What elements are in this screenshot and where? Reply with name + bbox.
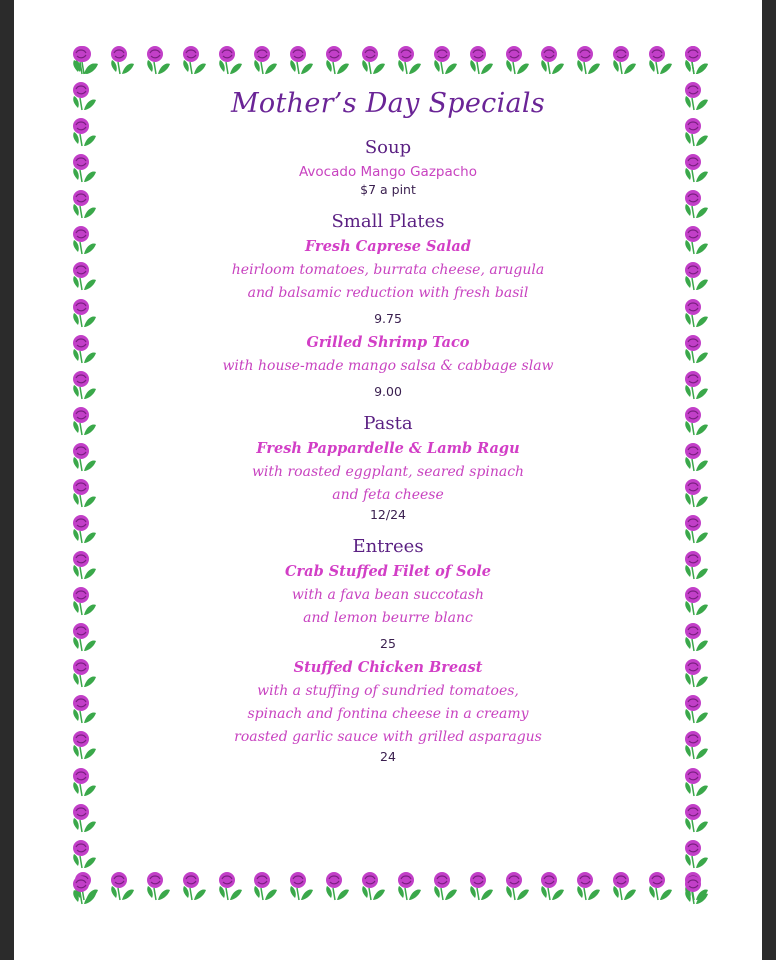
rose-icon <box>285 870 315 902</box>
dish <box>114 440 662 522</box>
section-heading: Entrees <box>352 536 424 557</box>
rose-icon <box>536 44 566 76</box>
dish-price: 24 <box>380 749 396 764</box>
rose-icon <box>68 80 98 112</box>
dish <box>114 563 662 651</box>
section-heading: Small Plates <box>331 211 445 232</box>
rose-icon <box>68 188 98 220</box>
rose-icon <box>393 44 423 76</box>
menu-content <box>114 84 662 764</box>
rose-icon <box>357 44 387 76</box>
soup-price: $7 a pint <box>360 182 416 197</box>
rose-icon <box>680 657 710 689</box>
rose-icon <box>68 369 98 401</box>
dish-description: with a fava bean succotash <box>291 587 485 603</box>
rose-icon <box>68 297 98 329</box>
rose-icon <box>249 870 279 902</box>
rose-icon <box>680 477 710 509</box>
rose-icon <box>68 441 98 473</box>
rose-icon <box>214 44 244 76</box>
rose-icon <box>106 870 136 902</box>
dish-description: and lemon beurre blanc <box>303 610 473 626</box>
section-entrees <box>114 536 662 764</box>
section-pasta <box>114 413 662 522</box>
rose-icon <box>644 44 674 76</box>
menu-page <box>14 0 762 960</box>
rose-icon <box>68 729 98 761</box>
rose-icon <box>680 333 710 365</box>
soup-item: Avocado Mango Gazpacho <box>298 164 477 180</box>
rose-border-right <box>680 44 720 906</box>
rose-border-top <box>70 44 710 80</box>
rose-icon <box>68 766 98 798</box>
rose-icon <box>680 585 710 617</box>
rose-icon <box>680 838 710 870</box>
rose-icon <box>680 693 710 725</box>
rose-icon <box>680 369 710 401</box>
rose-icon <box>608 870 638 902</box>
dish-description: and feta cheese <box>332 487 444 503</box>
rose-icon <box>680 80 710 112</box>
dish <box>114 334 662 399</box>
rose-icon <box>68 657 98 689</box>
rose-border-left <box>68 44 108 906</box>
dish-description: heirloom tomatoes, burrata cheese, arugula <box>231 262 545 278</box>
rose-icon <box>357 870 387 902</box>
rose-icon <box>429 44 459 76</box>
rose-icon <box>572 44 602 76</box>
rose-icon <box>680 621 710 653</box>
rose-icon <box>680 874 710 906</box>
rose-icon <box>321 870 351 902</box>
rose-icon <box>680 260 710 292</box>
dish-name: Fresh Pappardelle & Lamb Ragu <box>256 440 520 457</box>
rose-icon <box>465 44 495 76</box>
rose-icon <box>680 802 710 834</box>
rose-icon <box>680 549 710 581</box>
dish-name: Crab Stuffed Filet of Sole <box>285 563 491 580</box>
dish-price: 25 <box>380 636 396 651</box>
rose-icon <box>68 152 98 184</box>
rose-icon <box>68 224 98 256</box>
dish-description: with a stuffing of sundried tomatoes, <box>257 683 519 699</box>
rose-icon <box>68 260 98 292</box>
rose-icon <box>68 333 98 365</box>
rose-icon <box>501 870 531 902</box>
rose-icon <box>142 870 172 902</box>
dish-description: spinach and fontina cheese in a creamy <box>247 706 529 722</box>
section-heading: Pasta <box>363 413 413 434</box>
dish-description: with house-made mango salsa & cabbage slaw <box>222 358 554 374</box>
rose-icon <box>429 870 459 902</box>
dish-name: Grilled Shrimp Taco <box>306 334 470 351</box>
dish-name: Fresh Caprese Salad <box>305 238 471 255</box>
rose-icon <box>680 729 710 761</box>
rose-icon <box>536 870 566 902</box>
rose-icon <box>501 44 531 76</box>
rose-icon <box>68 116 98 148</box>
rose-icon <box>680 224 710 256</box>
rose-icon <box>68 621 98 653</box>
rose-icon <box>680 188 710 220</box>
dish-description: and balsamic reduction with fresh basil <box>247 285 529 301</box>
rose-icon <box>68 838 98 870</box>
rose-icon <box>680 405 710 437</box>
rose-icon <box>178 870 208 902</box>
menu-title: Mother’s Day Specials <box>230 88 546 119</box>
rose-icon <box>680 441 710 473</box>
dish-price: 9.00 <box>374 384 402 399</box>
rose-icon <box>680 152 710 184</box>
rose-icon <box>644 870 674 902</box>
section-soup <box>114 137 662 197</box>
rose-icon <box>142 44 172 76</box>
rose-border-bottom <box>70 870 710 906</box>
section-heading: Soup <box>364 137 412 158</box>
section-small-plates <box>114 211 662 399</box>
rose-icon <box>68 693 98 725</box>
rose-icon <box>68 802 98 834</box>
dish <box>114 238 662 326</box>
rose-icon <box>321 44 351 76</box>
rose-icon <box>393 870 423 902</box>
rose-icon <box>680 116 710 148</box>
rose-icon <box>68 549 98 581</box>
rose-icon <box>572 870 602 902</box>
dish-description: roasted garlic sauce with grilled asparagus <box>234 729 542 745</box>
dish-price: 12/24 <box>369 507 407 522</box>
rose-icon <box>68 44 98 76</box>
dish-name: Stuffed Chicken Breast <box>293 659 483 676</box>
rose-icon <box>285 44 315 76</box>
rose-icon <box>465 870 495 902</box>
rose-icon <box>68 874 98 906</box>
rose-icon <box>68 477 98 509</box>
rose-icon <box>680 766 710 798</box>
dish <box>114 659 662 764</box>
rose-icon <box>680 297 710 329</box>
dish-price: 9.75 <box>374 311 402 326</box>
dish-description: with roasted eggplant, seared spinach <box>251 464 525 480</box>
rose-icon <box>249 44 279 76</box>
rose-icon <box>178 44 208 76</box>
rose-icon <box>680 513 710 545</box>
rose-icon <box>106 44 136 76</box>
rose-icon <box>68 585 98 617</box>
rose-icon <box>680 44 710 76</box>
rose-icon <box>68 513 98 545</box>
rose-icon <box>608 44 638 76</box>
rose-icon <box>68 405 98 437</box>
rose-icon <box>214 870 244 902</box>
